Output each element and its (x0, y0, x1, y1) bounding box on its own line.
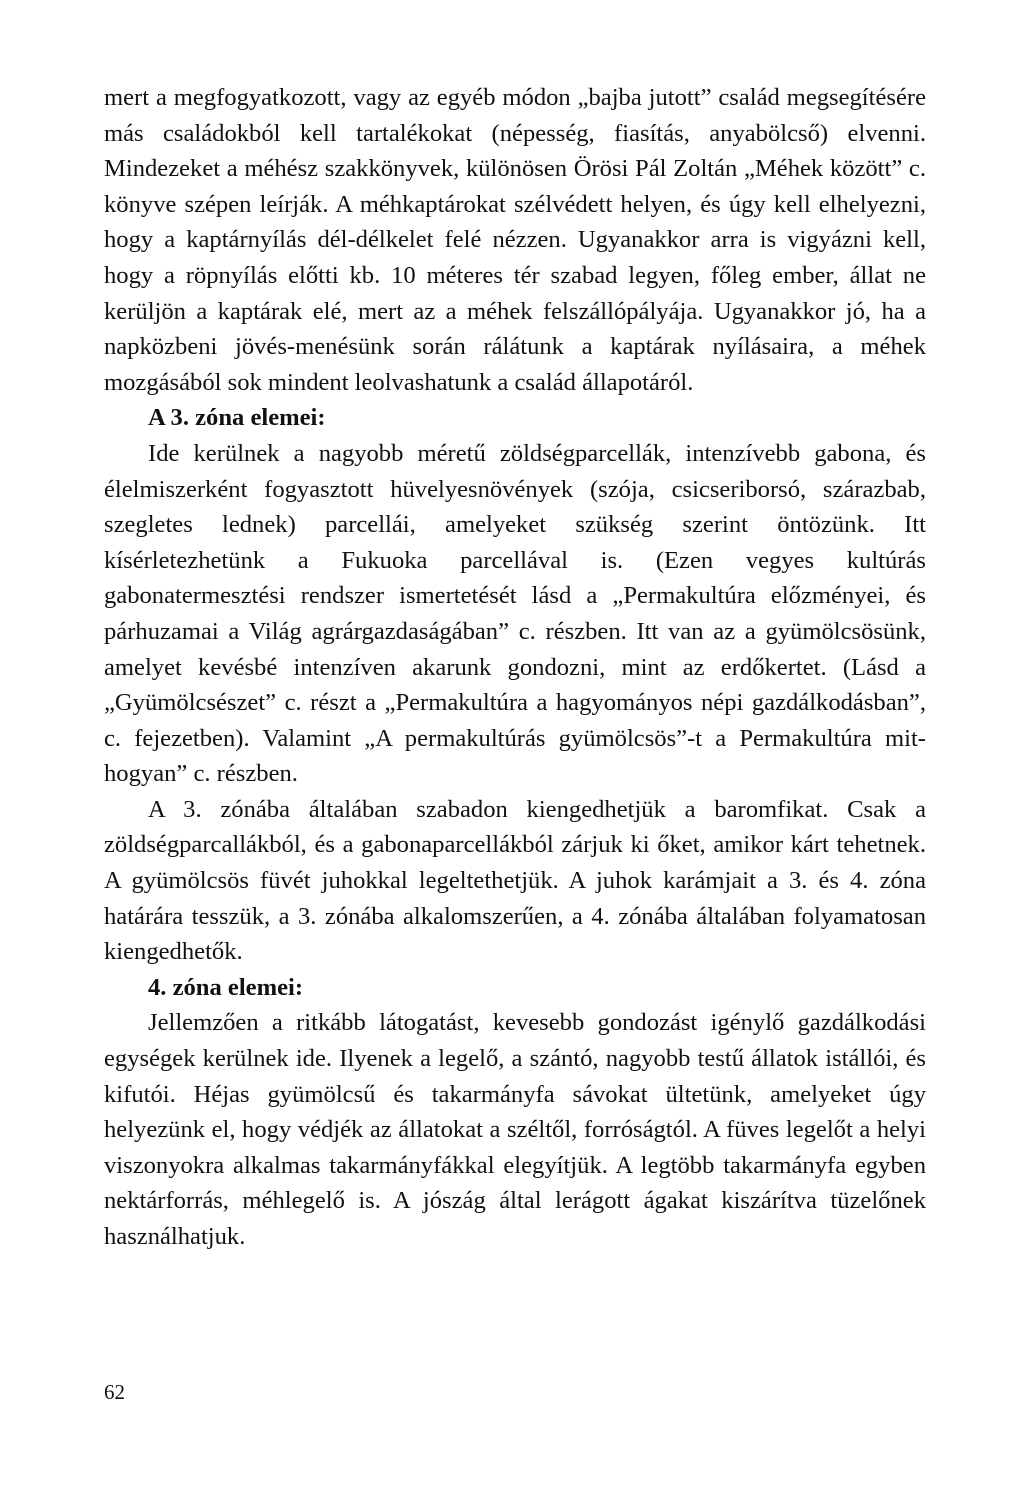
heading-zone-4: 4. zóna elemei: (148, 973, 304, 1001)
page-number: 62 (104, 1380, 125, 1404)
paragraph-beekeeping: mert a megfogyatkozott, vagy az egyéb módon „bajba jutott” család megsegítésére más családokból kell tartalékokat (népesség, fiasítás, anyabölcső) elvenni. Mindezeket a méhész szakkönyvek, különösen Örösi Pál Zoltán „Méhek között” c. könyve szépen leírják. A méhkaptárokat szélvédett helyen, és úgy kell elhelyezni, hogy a kaptárnyílás dél-délkelet felé nézzen. Ugyanakkor arra is vigyázni kell, hogy a röpnyílás előtti kb. 10 méteres tér szabad legyen, főleg ember, állat ne kerüljön a kaptárak elé, mert az a méhek felszállópályája. Ugyanakkor jó, ha a napközbeni jövés-menésünk során rálátunk a kaptárak nyílásaira, a méhek mozgásából sok mindent leolvashatunk a család állapotáról. (104, 84, 926, 396)
paragraph-zone-4-elements: Jellemzően a ritkább látogatást, kevesebb gondozást igénylő gazdálkodási egységek kerülnek ide. Ilyenek a legelő, a szántó, nagyobb testű állatok istállói, és kifutói. Héjas gyümölcsű és takarmányfa sávokat ültetünk, amelyeket úgy helyezünk el, hogy védjék az állatokat a széltől, forróságtól. A füves legelőt a helyi viszonyokra alkalmas takarmányfákkal elegyítjük. A legtöbb takarmányfa egyben nektárforrás, méhlegelő is. A jószág által lerágott ágakat kiszárítva tüzelőnek használhatjuk. (104, 1009, 926, 1250)
page-body (104, 80, 926, 1255)
paragraph-zone-3-elements: Ide kerülnek a nagyobb méretű zöldségparcellák, intenzívebb gabona, és élelmiszerként fogyasztott hüvelyesnövények (szója, csicseriborsó, szárazbab, szegletes lednek) parcellái, amelyeket szükség szerint öntözünk. Itt kísérletezhetünk a Fukuoka parcellával is. (Ezen vegyes kultúrás gabonatermesztési rendszer ismertetését lásd a „Permakultúra előzményei, és párhuzamai a Világ agrárgazdaságában” c. részben. Itt van az a gyümölcsösünk, amelyet kevésbé intenzíven akarunk gondozni, mint az erdőkertet. (Lásd a „Gyümölcsészet” c. részt a „Permakultúra a hagyományos népi gazdálkodásban”, c. fejezetben). Valamint „A permakultúrás gyümölcsös”-t a Permakultúra mit-hogyan” c. részben. (104, 439, 926, 788)
heading-zone-3: A 3. zóna elemei: (148, 404, 326, 432)
paragraph-zone-3-poultry: A 3. zónába általában szabadon kiengedhetjük a baromfikat. Csak a zöldségparcallákból, és a gabonaparcellákból zárjuk ki őket, amikor kárt tehetnek. A gyümölcsös füvét juhokkal legeltethetjük. A juhok karámjait a 3. és 4. zóna határára tesszük, a 3. zónába alkalomszerűen, a 4. zónába általában folyamatosan kiengedhetők. (104, 795, 926, 966)
